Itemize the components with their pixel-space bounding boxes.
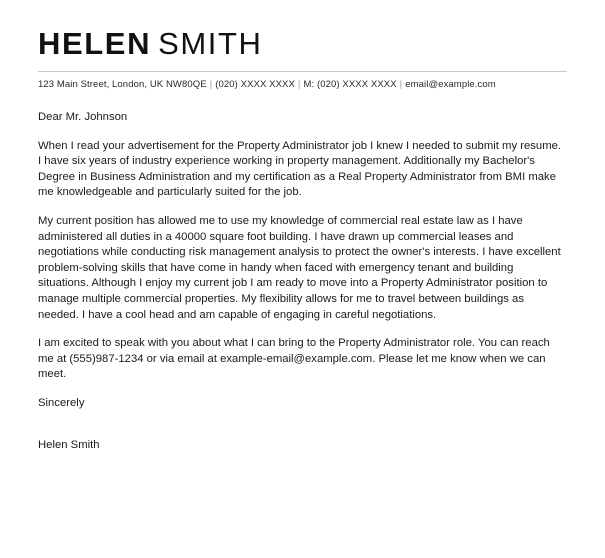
letter-body xyxy=(38,110,567,453)
closing: Sincerely xyxy=(38,396,85,409)
contact-phone: (020) XXXX XXXX xyxy=(215,79,295,90)
body-paragraph-3: I am excited to speak with you about what I can bring to the Property Administrator role. You can reach me at (555)987-1234 or via email at example-email@example.com. Please let me know when we can meet. xyxy=(38,337,550,381)
first-name: HELEN xyxy=(38,26,152,61)
signature: Helen Smith xyxy=(38,438,100,451)
contact-address: 123 Main Street, London, UK NW80QE xyxy=(38,79,207,90)
body-paragraph-1: When I read your advertisement for the Property Administrator job I knew I needed to submit my resume. I have six years of industry experience working in property management. Additionally my Bachelor's Degree in Business Administration and my certification as a Real Property Administrator from BMI make me knowledgeable and particularly suited for the job. xyxy=(38,139,562,199)
contact-mobile-label: M: xyxy=(303,79,315,90)
last-name: SMITH xyxy=(158,26,263,61)
salutation: Dear Mr. Johnson xyxy=(38,111,128,123)
body-paragraph-2: My current position has allowed me to use my knowledge of commercial real estate law as I have administered all duties in a 40000 square foot building. I have drawn up commercial leases and negotiations while conducting risk management analysis to protect the owner's interests. I have excellent problem-solving skills that have come in handy when faced with emergency tenant and building situations. Although I enjoy my current job I am ready to move into a Property Administrator position to manage multiple commercial properties. My flexibility allows for me to travel between buildings as needed. I have a cool head and am capable of engaging in careful negotiations. xyxy=(38,214,561,321)
letterhead-name xyxy=(38,26,567,59)
contact-separator-3: | xyxy=(399,79,403,90)
contact-line xyxy=(38,79,567,90)
contact-separator-1: | xyxy=(209,79,213,90)
header-divider xyxy=(38,71,567,72)
contact-email: email@example.com xyxy=(405,79,496,90)
contact-mobile: (020) XXXX XXXX xyxy=(317,79,397,90)
contact-separator-2: | xyxy=(297,79,301,90)
